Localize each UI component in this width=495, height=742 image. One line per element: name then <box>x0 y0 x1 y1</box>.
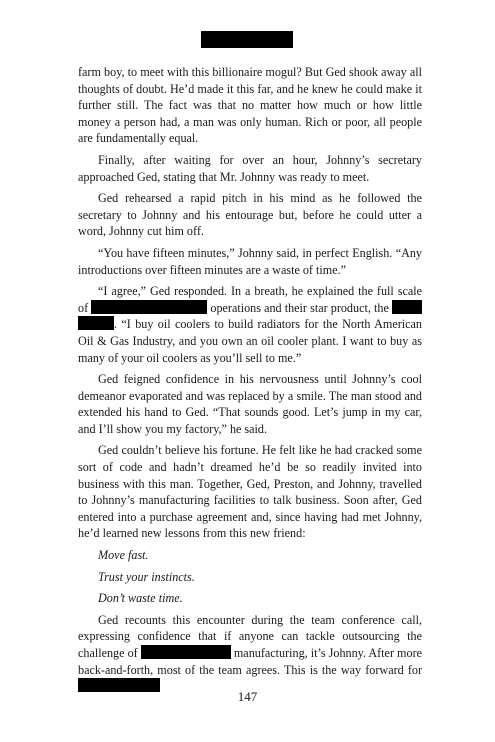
paragraph: Finally, after waiting for over an hour, Johnny’s secretary approached Ged, stating that Mr. Johnny was ready to meet. <box>78 152 422 184</box>
paragraph-text: Ged recounts this encounter during the team conference call, expressing confidence that if anyone can tackle outsourcing the challenge of <box>78 612 422 660</box>
paragraph: “You have fifteen minutes,” Johnny said, in perfect English. “Any introductions over fifteen minutes are a waste of time.” <box>78 245 422 277</box>
redaction-block <box>141 645 231 659</box>
lesson: Move fast. <box>98 548 149 563</box>
paragraph-text: operations and their star product, the <box>210 300 389 315</box>
paragraph: Ged feigned confidence in his nervousness until Johnny’s cool demeanor evaporated and was replaced by a smile. The man stood and extended his hand to Ged. “That sounds good. Let’s jump in my car, and I’ll show you my factory,” he said. <box>78 372 422 436</box>
paragraph-text: . “I buy oil coolers to build radiators for the North American Oil & Gas Industry, and you own an oil cooler plant. I want to buy as many of your oil coolers as you’ll sell to me.” <box>78 317 422 365</box>
paragraph: Ged rehearsed a rapid pitch in his mind as he followed the secretary to Johnny and his entourage but, before he could utter a word, Johnny cut him off. <box>78 191 422 239</box>
paragraph <box>78 612 422 695</box>
redaction-block <box>91 300 207 314</box>
lesson: Trust your instincts. <box>98 569 195 584</box>
paragraph: Ged couldn’t believe his fortune. He felt like he had cracked some sort of code and hadn’t dreamed he’d be so readily invited into business with this man. Together, Ged, Preston, and Johnny, travelled to Johnny’s manufacturing facilities to talk business. Soon after, Ged entered into a purchase agreement and, since having had met Johnny, he’d learned new lessons from this new friend: <box>78 443 422 541</box>
paragraph: farm boy, to meet with this billionaire mogul? But Ged shook away all thoughts of doubt. He’d made it this far, and he knew he could make it further still. The fact was that no matter how much or how little money a person had, a man was only human. Rich or poor, all people are fundamentally equal. <box>78 65 422 146</box>
redacted-header <box>201 31 293 48</box>
paragraph <box>78 283 422 366</box>
page-number: 147 <box>237 689 258 704</box>
lesson: Don’t waste time. <box>98 591 183 606</box>
redaction-block <box>78 316 114 330</box>
redaction-block <box>392 300 422 314</box>
page-body <box>78 64 422 700</box>
paragraph-text: “I agree,” Ged responded. In a breath, he explained the full scale of <box>78 284 422 315</box>
paragraph-text: manufacturing, it’s Johnny. After more back-and-forth, most of the team agrees. This is the way forward for <box>78 646 422 677</box>
